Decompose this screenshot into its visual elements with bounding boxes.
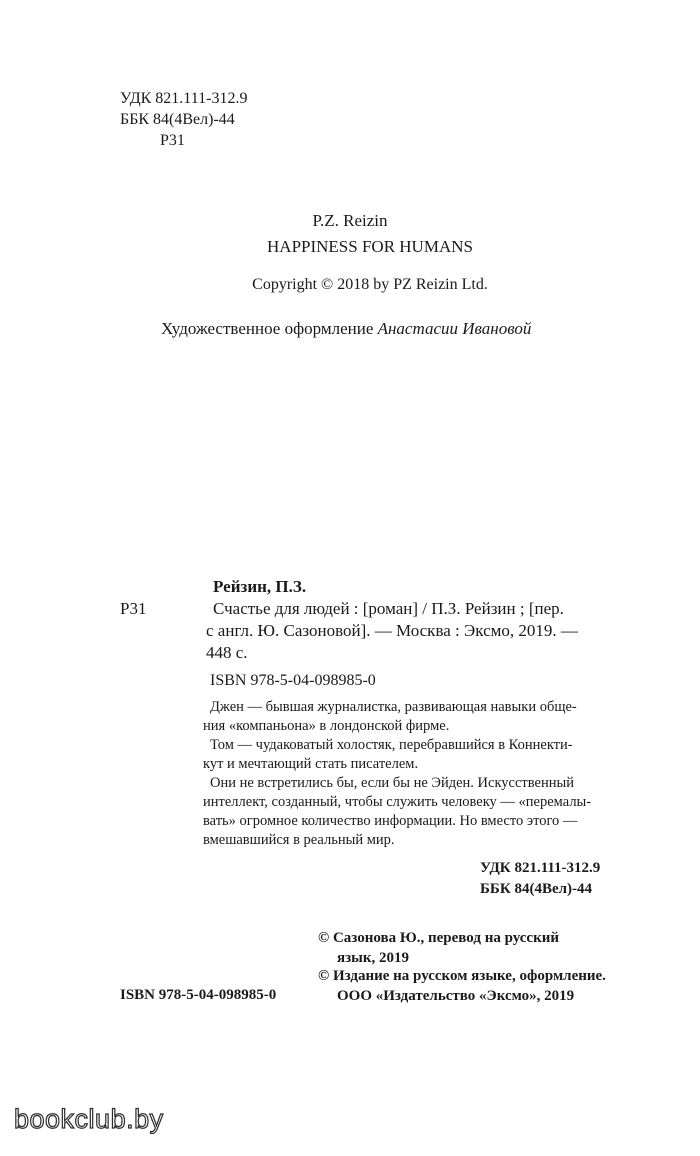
- bbk-code: ББК 84(4Вел)-44: [120, 111, 235, 128]
- copyright-line: ООО «Издательство «Эксмо», 2019: [337, 988, 575, 1004]
- annotation-line: ния «компаньона» в лондонской фирме.: [203, 718, 450, 734]
- catalog-bbk: ББК 84(4Вел)-44: [480, 881, 593, 897]
- copyright-line: © Сазонова Ю., перевод на русский: [318, 930, 560, 946]
- author-mark: Р31: [160, 132, 185, 149]
- description-line: с англ. Ю. Сазоновой]. — Москва : Эксмо, 2019. —: [206, 621, 578, 640]
- catalog-udk: УДК 821.111-312.9: [480, 860, 601, 876]
- description-line: 448 с.: [206, 643, 248, 662]
- annotation-line: кут и мечтающий стать писателем.: [203, 756, 419, 772]
- watermark: bookclub.by: [14, 1104, 164, 1134]
- catalog-isbn: ISBN 978-5-04-098985-0: [210, 672, 376, 689]
- copyright-line: Copyright © 2018 by PZ Reizin Ltd.: [252, 276, 488, 293]
- design-credit-prefix: Художественное оформление: [161, 319, 374, 338]
- annotation: [203, 698, 592, 850]
- edition-copyright: [318, 966, 606, 1006]
- annotation-line: вмешавшийся в реальный мир.: [203, 832, 395, 848]
- catalog-code: Р31: [120, 599, 147, 618]
- catalog-description: [206, 598, 578, 664]
- design-credit-artist: Анастасии Ивановой: [377, 319, 532, 338]
- original-title: HAPPINESS FOR HUMANS: [267, 237, 473, 256]
- annotation-line: Они не встретились бы, если бы не Эйден. Искусственный: [210, 775, 574, 791]
- copyright-line: © Издание на русском языке, оформление.: [318, 968, 606, 984]
- copyright-line: язык, 2019: [337, 950, 409, 966]
- isbn-bottom: ISBN 978-5-04-098985-0: [120, 987, 277, 1003]
- catalog-heading: Рейзин, П.З.: [213, 577, 307, 596]
- annotation-line: вать» огромное количество информации. Но вместо этого —: [203, 813, 578, 829]
- translation-copyright: [318, 928, 559, 968]
- design-credit: [161, 318, 531, 340]
- original-author: P.Z. Reizin: [312, 211, 388, 230]
- annotation-line: интеллект, созданный, чтобы служить человеку — «перемалы-: [203, 794, 592, 810]
- udk-code: УДК 821.111-312.9: [120, 90, 248, 107]
- annotation-line: Том — чудаковатый холостяк, перебравшийся в Коннекти-: [210, 737, 573, 753]
- description-line: Счастье для людей : [роман] / П.З. Рейзин ; [пер.: [213, 599, 564, 618]
- annotation-line: Джен — бывшая журналистка, развивающая навыки обще-: [210, 699, 577, 715]
